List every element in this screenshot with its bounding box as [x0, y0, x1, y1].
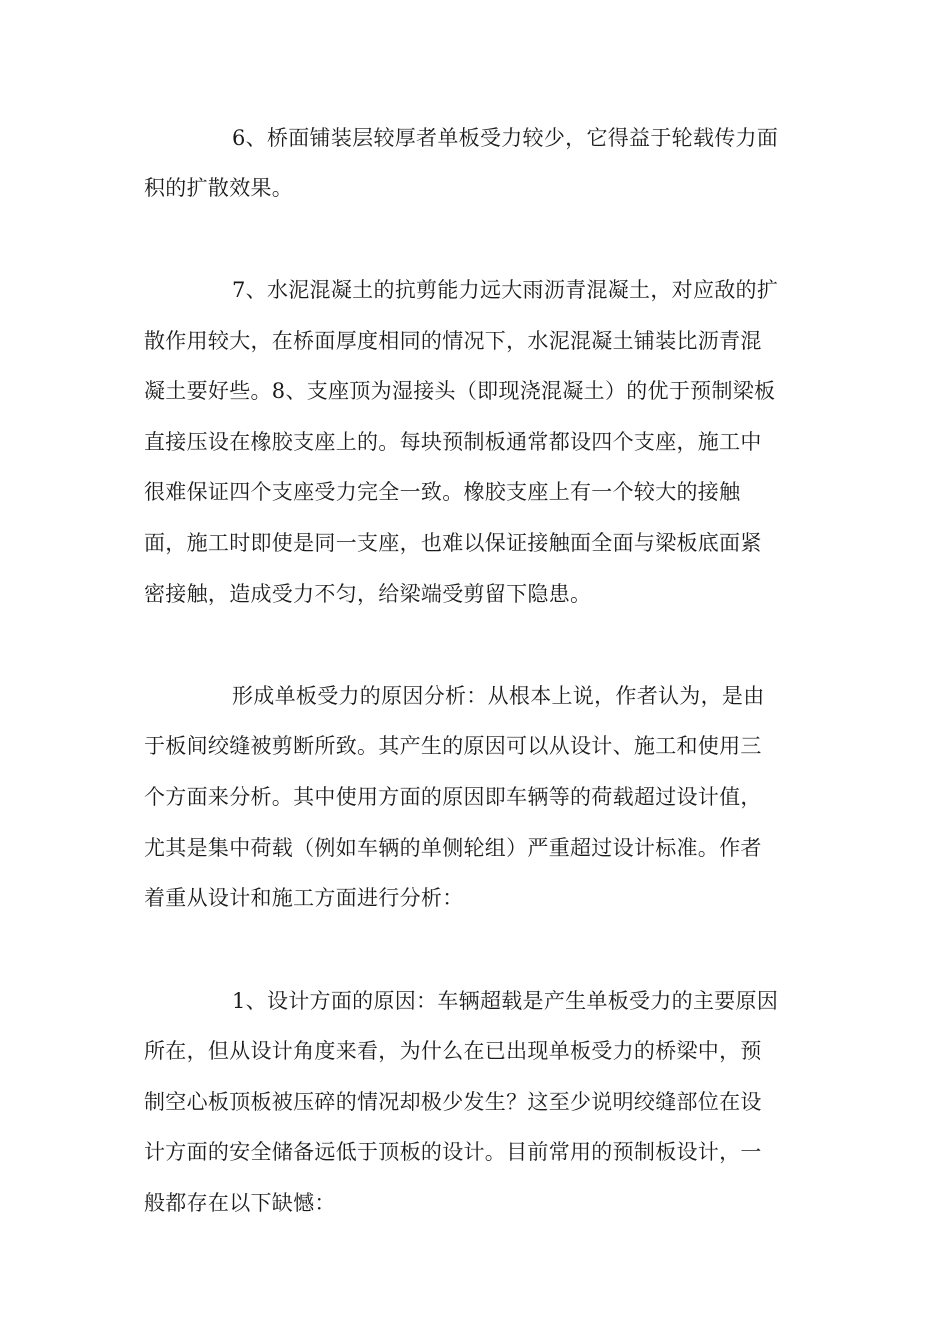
paragraph-2-line-4: 直接压设在橡胶支座上的。每块预制板通常都设四个支座，施工中: [144, 430, 762, 454]
paragraph-2-line-7: 密接触，造成受力不匀，给梁端受剪留下隐患。: [144, 582, 592, 606]
paragraph-3-line-3: 个方面来分析。其中使用方面的原因即车辆等的荷载超过设计值，: [144, 785, 762, 809]
paragraph-4-line-5: 般都存在以下缺憾：: [144, 1191, 336, 1215]
paragraph-1-line-1: 6、桥面铺装层较厚者单板受力较少，它得益于轮载传力面: [232, 126, 779, 150]
paragraph-2-line-2: 散作用较大，在桥面厚度相同的情况下，水泥混凝土铺装比沥青混: [144, 329, 762, 353]
paragraph-4-line-1: 1、设计方面的原因：车辆超载是产生单板受力的主要原因: [232, 989, 779, 1013]
paragraph-2-line-6: 面，施工时即使是同一支座，也难以保证接触面全面与梁板底面紧: [144, 531, 762, 555]
paragraph-2-line-5: 很难保证四个支座受力完全一致。橡胶支座上有一个较大的接触: [144, 480, 741, 504]
paragraph-3-line-1: 形成单板受力的原因分析：从根本上说，作者认为，是由: [232, 684, 765, 708]
paragraph-3-line-2: 于板间绞缝被剪断所致。其产生的原因可以从设计、施工和使用三: [144, 734, 762, 758]
paragraph-2-line-1: 7、水泥混凝土的抗剪能力远大雨沥青混凝土，对应敌的扩: [232, 278, 779, 302]
paragraph-4-line-4: 计方面的安全储备远低于顶板的设计。目前常用的预制板设计，一: [144, 1140, 762, 1164]
paragraph-4-line-3: 制空心板顶板被压碎的情况却极少发生？这至少说明绞缝部位在设: [144, 1090, 762, 1114]
paragraph-4-line-2: 所在，但从设计角度来看，为什么在已出现单板受力的桥梁中，预: [144, 1039, 762, 1063]
paragraph-1-line-2: 积的扩散效果。: [144, 176, 294, 200]
paragraph-2-line-3: 凝土要好些。8、支座顶为湿接头（即现浇混凝土）的优于预制梁板: [144, 379, 776, 403]
paragraph-3-line-5: 着重从设计和施工方面进行分析：: [144, 886, 464, 910]
paragraph-3-line-4: 尤其是集中荷载（例如车辆的单侧轮组）严重超过设计标准。作者: [144, 836, 762, 860]
